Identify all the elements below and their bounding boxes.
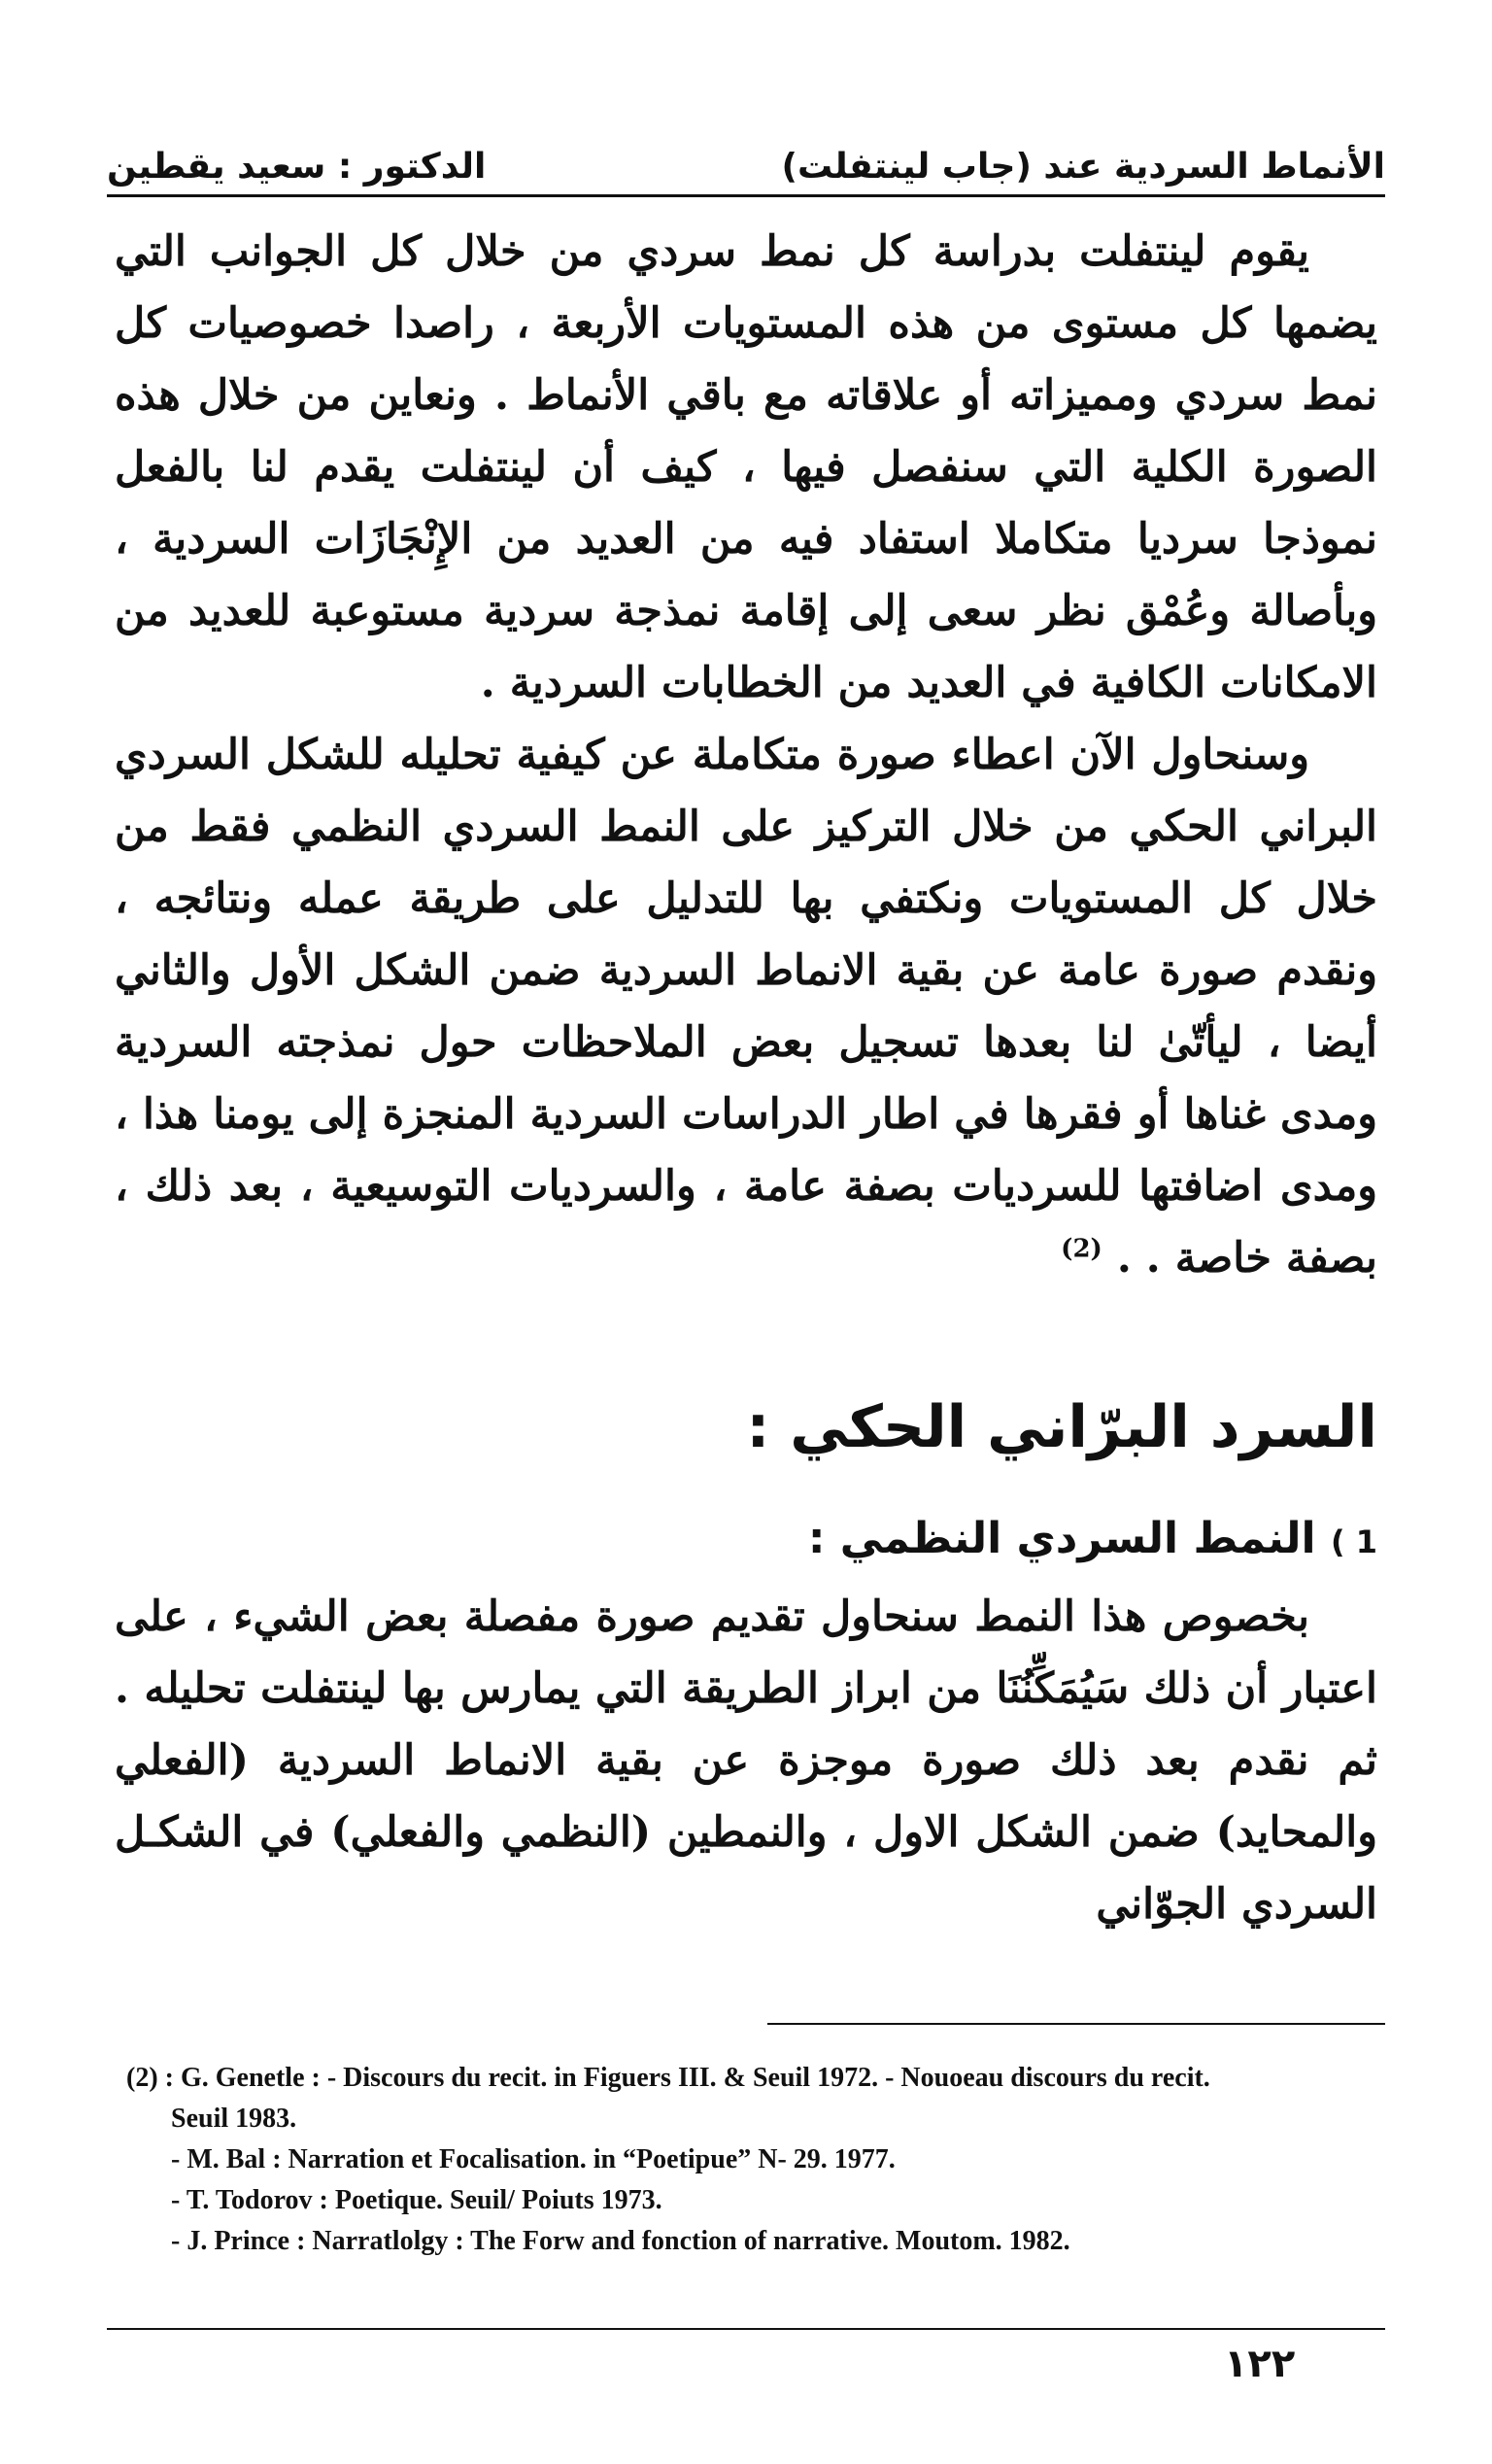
subsection-heading [115,1500,1377,1581]
footnote-line: - M. Bal : Narration et Focalisation. in “Poetipue” N- 29. 1977. [171,2144,896,2174]
paragraph-1: يقوم لينتفلت بدراسة كل نمط سردي من خلال كل الجوانب التي يضمها كل مستوى من هذه المستويات الأربعة ، راصدا خصوصيات كل نمط سردي ومميزاته أو علاقاته مع باقي الأنماط . ونعاين من خلال هذه الصورة الكلية التي سنفصل فيها ، كيف أن لينتفلت يقدم لنا بالفعل نموذجا سرديا متكاملا استفاد فيه من العديد من الإِنْجَازَات السردية ، وبأصالة وعُمْق نظر سعى إلى إقامة نمذجة سردية مستوعبة للعديد من الامكانات الكافية في العديد من الخطابات السردية . [115,227,1377,707]
footnote-line: Seuil 1983. [171,2104,297,2134]
footnote-line: - J. Prince : Narratlolgy : The Forw and fonction of narrative. Moutom. 1982. [171,2226,1070,2256]
paragraph-2 [115,719,1377,1294]
running-head [107,128,1385,187]
header-divider [107,194,1385,197]
subsection-number: 1 ) [1330,1523,1377,1560]
running-head-author: الدكتور : سعيد يقطين [107,147,487,187]
footnote-divider [767,2023,1385,2025]
running-head-title: الأنماط السردية عند (جاب لينتفلت) [781,147,1385,187]
bottom-divider [107,2328,1385,2330]
main-text [115,216,1377,1940]
section-heading: السرد البرّاني الحكي : [746,1393,1377,1461]
footnote-line: (2) : G. Genetle : - Discours du recit. in Figuers III. & Seuil 1972. - Nouoeau discours du recit. [126,2063,1210,2093]
page-number: ١٢٢ [1224,2342,1296,2386]
subsection-title: النمط السردي النظمي : [807,1514,1316,1563]
footnote-line: - T. Todorov : Poetique. Seuil/ Poiuts 1973. [171,2185,662,2215]
footnotes [126,2058,1385,2262]
paragraph-3: بخصوص هذا النمط سنحاول تقديم صورة مفصلة بعض الشيء ، على اعتبار أن ذلك سَيُمَكِّنُنَا من ابراز الطريقة التي يمارس بها لينتفلت تحليله . ثم نقدم بعد ذلك صورة موجزة عن بقية الانماط السردية (الفعلي والمحايد) ضمن الشكل الاول ، والنمطين (النظمي والفعلي) في الشكـل السردي الجوّاني [115,1592,1377,1929]
footnote-reference: (2) [1061,1234,1102,1264]
paragraph-2-text: وسنحاول الآن اعطاء صورة متكاملة عن كيفية تحليله للشكل السردي البراني الحكي من خلال التركيز على النمط السردي النظمي فقط من خلال كل المستويات ونكتفي بها للتدليل على طريقة عمله ونتائجه ، ونقدم صورة عامة عن بقية الانماط السردية ضمن الشكل الأول والثاني أيضا ، ليأتّىٰ لنا بعدها تسجيل بعض الملاحظات حول نمذجته السردية ومدى غناها أو فقرها في اطار الدراسات السردية المنجزة إلى يومنا هذا ، ومدى اضافتها للسرديات بصفة عامة ، والسرديات التوسيعية ، بعد ذلك ، بصفة خاصة . . [115,731,1377,1283]
